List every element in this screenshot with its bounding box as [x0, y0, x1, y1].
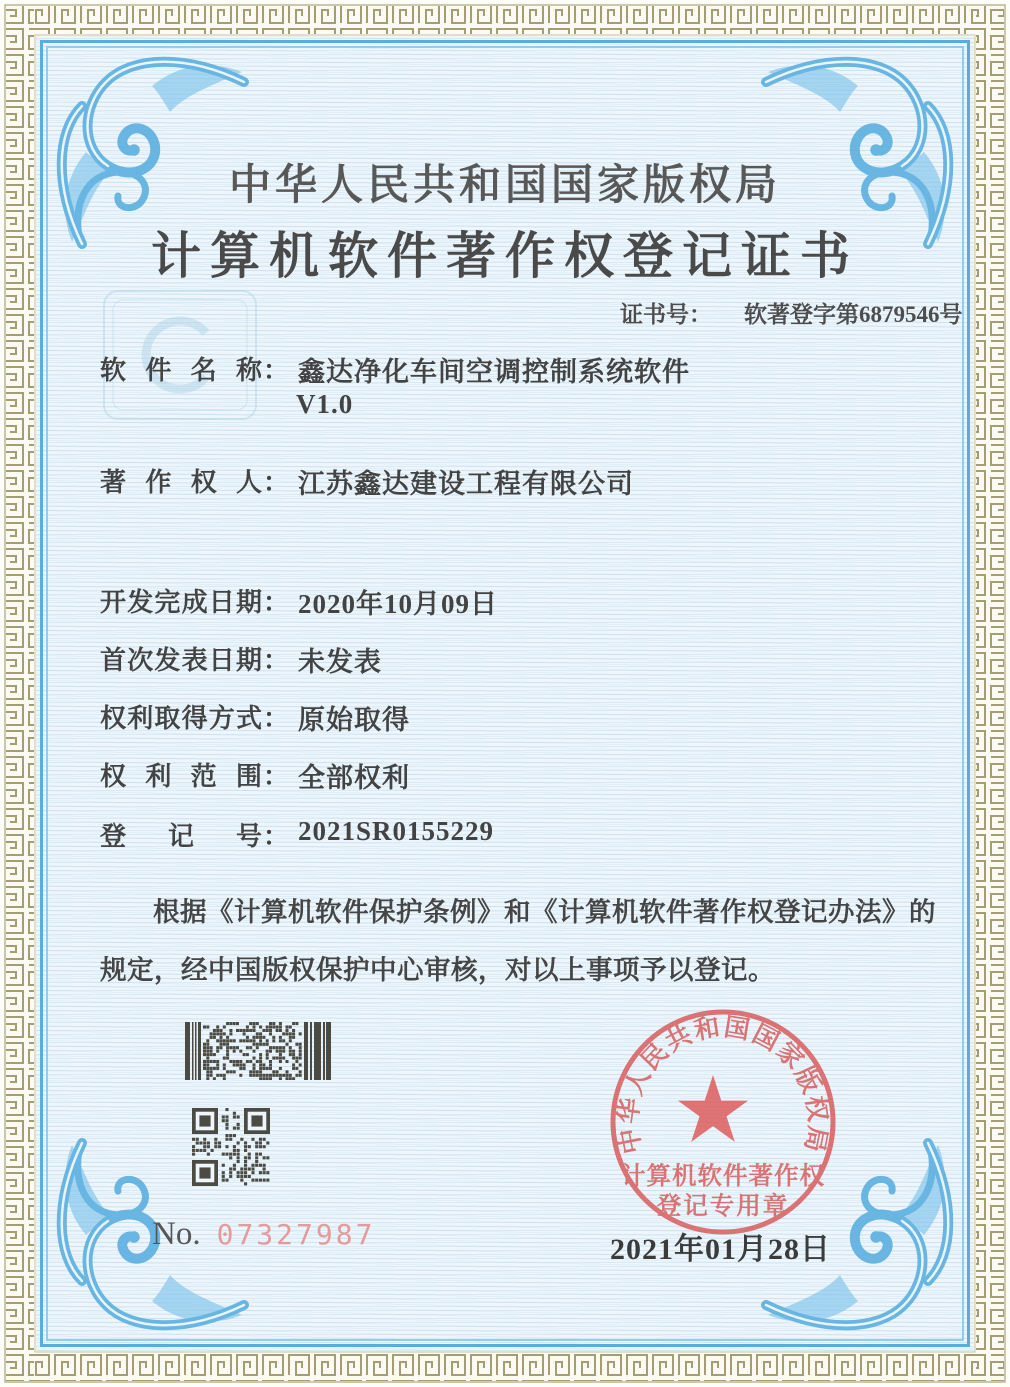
greek-key-border-left [6, 6, 34, 1381]
field-row-registration-no [100, 816, 494, 853]
greek-key-border-top [6, 6, 1004, 34]
field-label: 登 记 号 [100, 822, 262, 851]
field-colon: ： [263, 762, 290, 791]
field-colon: ： [263, 468, 290, 497]
field-value-rights-scope: 全部权利 [298, 763, 411, 793]
field-label: 开 发 完 成 日 期 [100, 588, 262, 617]
field-value-software-name: 鑫达净化车间空调控制系统软件 [298, 357, 691, 387]
certificate-number-label: 证书号： [620, 302, 712, 327]
field-value-rights-acquisition: 原始取得 [298, 705, 411, 735]
field-label: 软 件 名 称 [100, 356, 262, 385]
field-row-rights-acquisition [100, 698, 410, 737]
greek-key-border-bottom [6, 1353, 1004, 1381]
statement-line-1: 根据《计算机软件保护条例》和《计算机软件著作权登记办法》的 [153, 897, 936, 927]
serial-label: No. [152, 1216, 201, 1252]
field-value-first-publish-date: 未发表 [298, 647, 383, 677]
issue-date: 2021年01月28日 [610, 1233, 831, 1266]
qr-code [192, 1108, 270, 1186]
seal-star-icon [678, 1075, 748, 1142]
field-colon: ： [263, 822, 290, 851]
field-row-software-name [100, 350, 690, 389]
field-label: 首 次 发 表 日 期 [100, 646, 262, 675]
seal-ring-text: 中华人民共和国国家版权局 [613, 1012, 833, 1157]
field-label: 权 利 范 围 [100, 762, 262, 791]
field-label: 著 作 权 人 [100, 468, 262, 497]
seal-text-line-1: 计算机软件著作权 [621, 1163, 825, 1190]
field-row-rights-scope [100, 756, 410, 795]
svg-text:中华人民共和国国家版权局 [613, 1012, 833, 1156]
field-colon: ： [263, 588, 290, 617]
field-value-copyright-owner: 江苏鑫达建设工程有限公司 [298, 469, 635, 499]
greek-key-border-right [976, 6, 1004, 1381]
certificate-title: 计算机软件著作权登记证书 [151, 228, 859, 284]
pdf417-barcode [185, 1022, 331, 1080]
field-colon: ： [263, 704, 290, 733]
software-version-line: V1.0 [296, 389, 354, 419]
field-colon: ： [263, 646, 290, 675]
field-label: 权 利 取 得 方 式 [100, 704, 262, 733]
field-value-registration-no: 2021SR0155229 [298, 816, 495, 846]
field-row-copyright-owner [100, 462, 634, 501]
official-seal [596, 996, 850, 1250]
field-row-first-publish-date [100, 640, 382, 679]
serial-number: 07327987 [216, 1218, 376, 1251]
serial-number-line [152, 1216, 375, 1253]
field-row-dev-complete-date [100, 582, 498, 621]
statement-line-2: 规定，经中国版权保护中心审核，对以上事项予以登记。 [100, 955, 775, 985]
field-colon: ： [263, 356, 290, 385]
seal-text-line-2: 登记专用章 [656, 1193, 790, 1220]
authority-title: 中华人民共和国国家版权局 [228, 163, 781, 209]
field-value-dev-complete-date: 2020年10月09日 [298, 589, 499, 619]
certificate-number-line [620, 296, 963, 329]
certificate-number-value: 软著登字第6879546号 [744, 302, 963, 327]
